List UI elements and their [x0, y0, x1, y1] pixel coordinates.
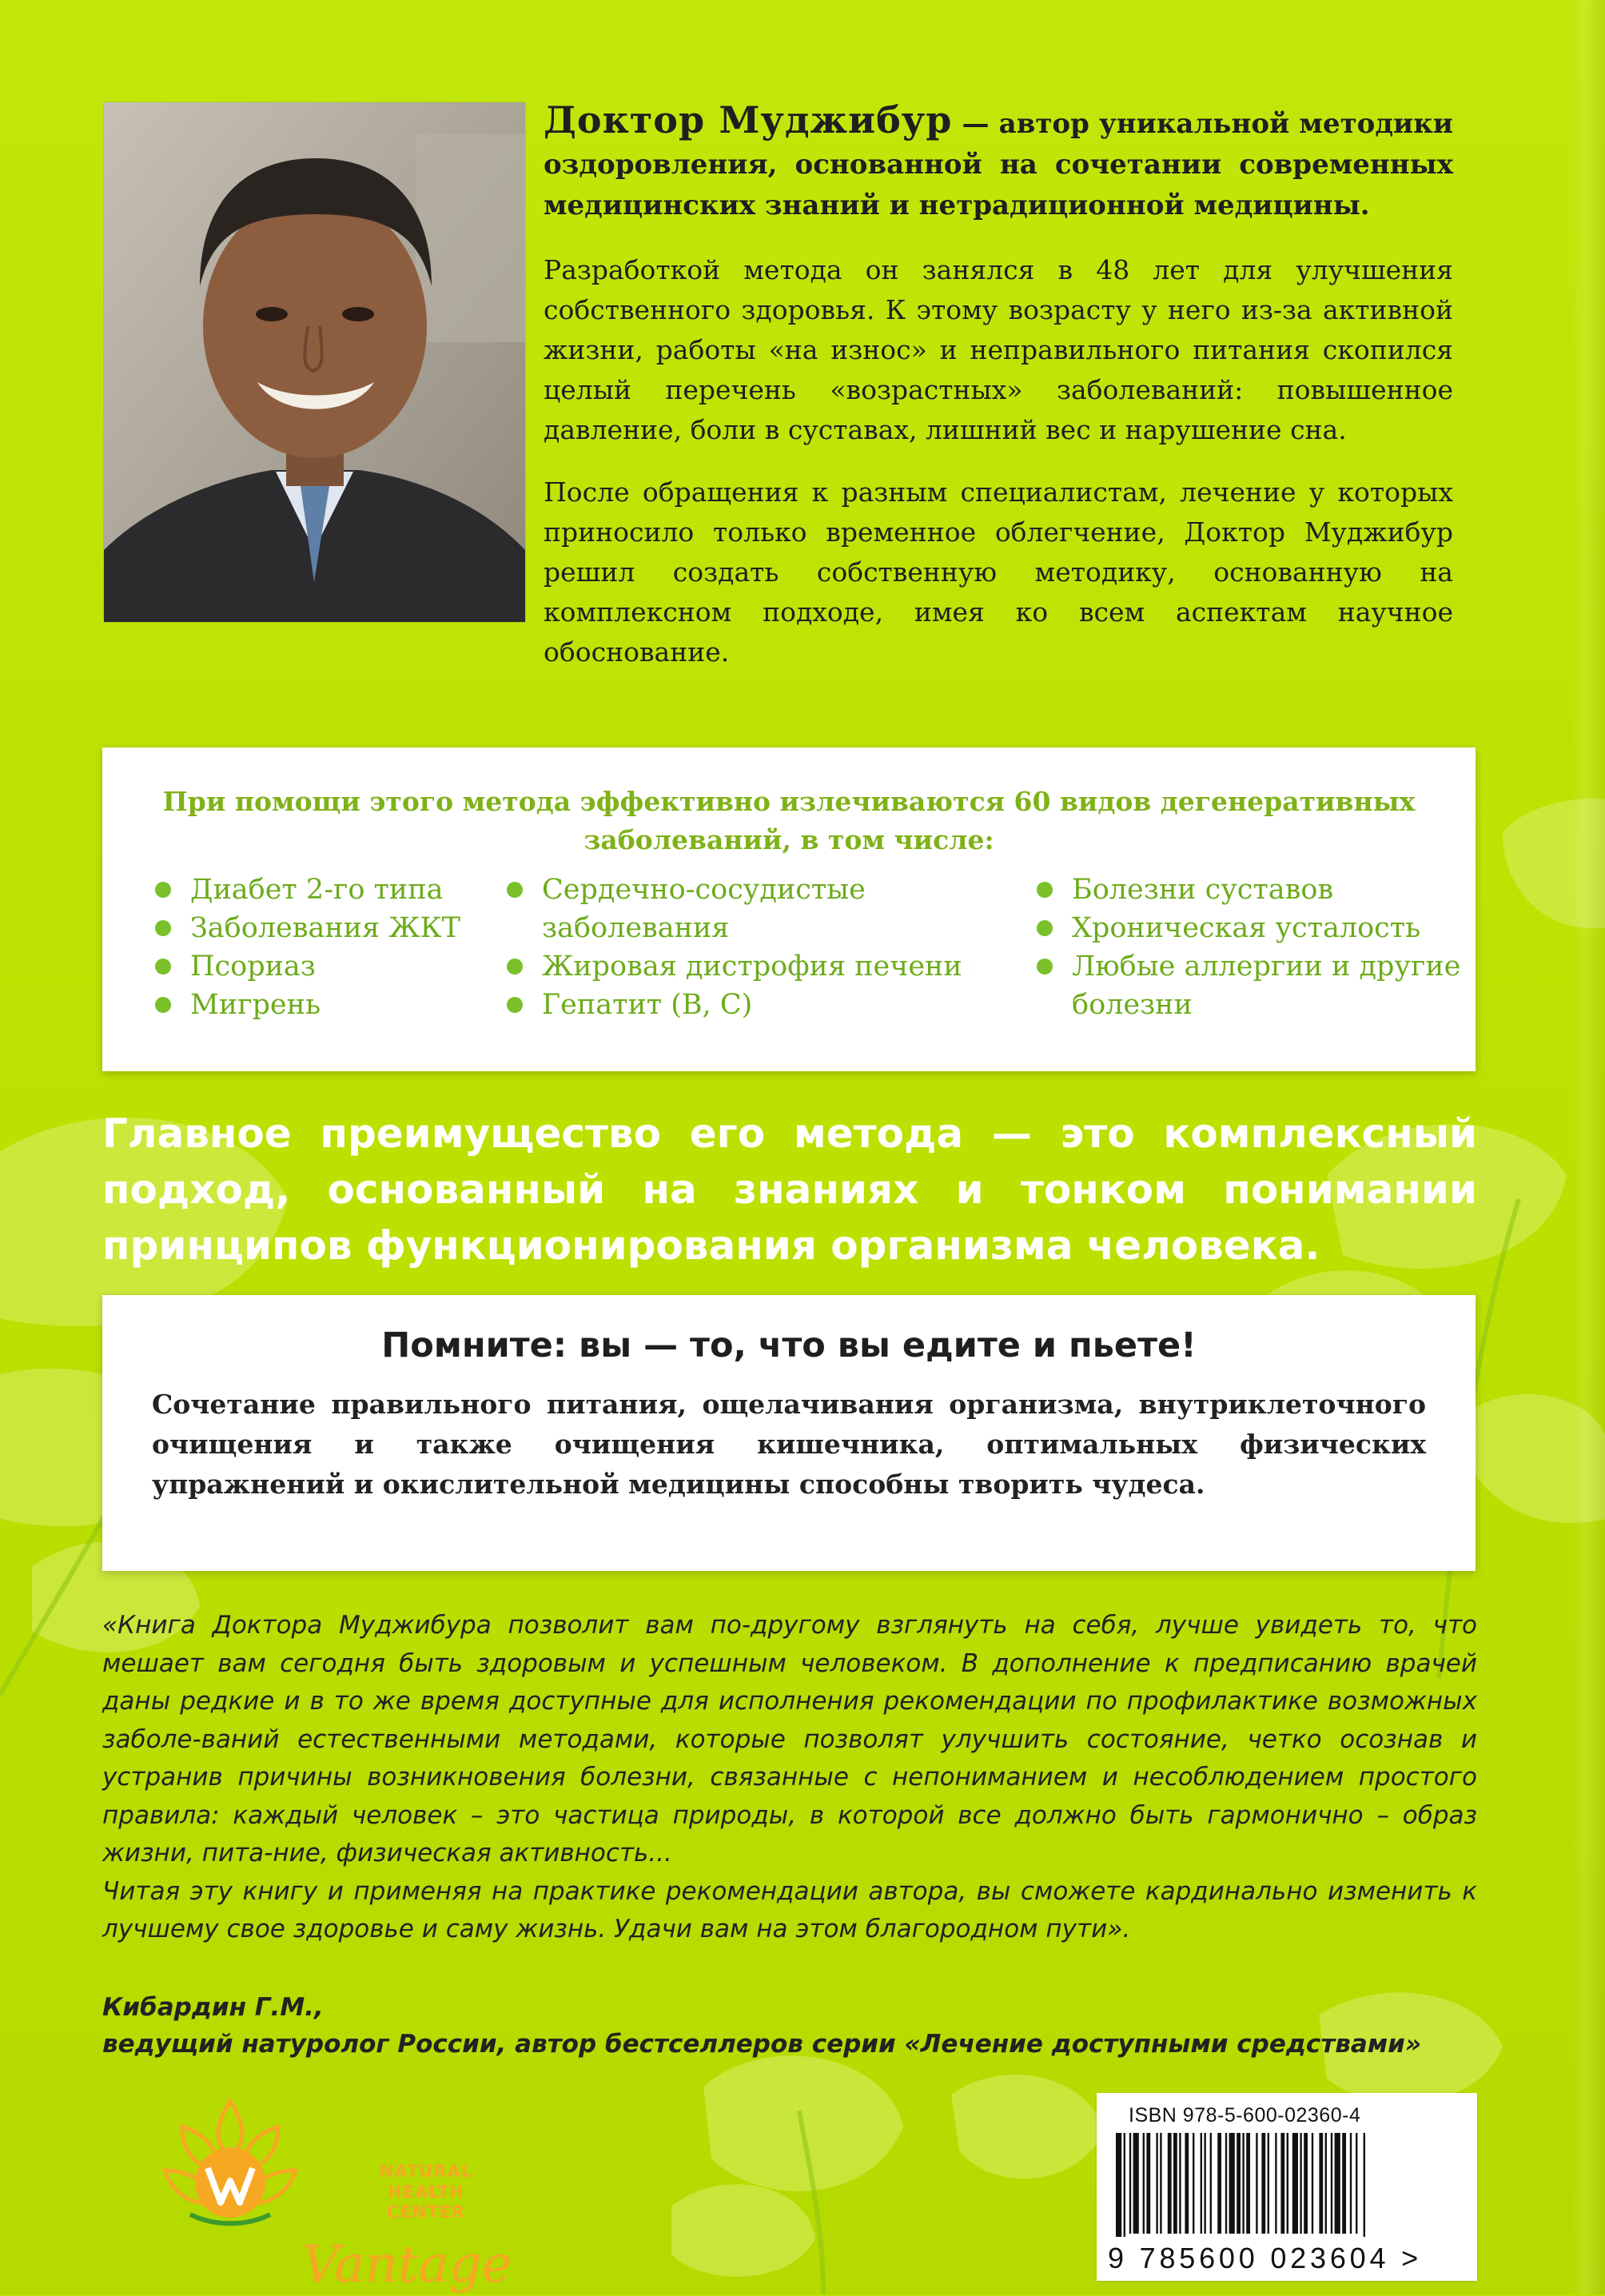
logo-line-1: NATURAL	[379, 2162, 473, 2181]
list-item: Гепатит (B, C)	[502, 986, 1014, 1024]
signature-role: ведущий натуролог России, автор бестселлеров серии «Лечение доступными средствами»	[102, 2030, 1422, 2059]
remember-text: Сочетание правильного питания, ощелачивания организма, внутриклеточного очищения и также очищения кишечника, оптимальных физических упражнений и окислительной медицины способны творить чудеса.	[152, 1389, 1426, 1500]
barcode-bar	[1217, 2133, 1221, 2234]
bullet-dot-icon	[507, 959, 523, 975]
quote-signature	[102, 1989, 1477, 2063]
list-item: Диабет 2-го типа	[150, 871, 510, 909]
barcode-digits: 9 785600 023604 >	[1108, 2242, 1422, 2274]
bullet-dot-icon	[507, 882, 523, 898]
barcode-bar	[1246, 2133, 1250, 2234]
bio-lead	[544, 100, 1453, 226]
lotus-emblem-icon	[158, 2095, 302, 2230]
barcode-bar	[1124, 2133, 1125, 2237]
list-item: Мигрень	[150, 986, 510, 1024]
disease-list-column-3	[1032, 871, 1464, 1024]
author-name: Доктор Муджибур	[544, 98, 953, 142]
barcode-bar	[1185, 2133, 1189, 2234]
barcode-bar	[1237, 2133, 1241, 2234]
barcode-bar	[1335, 2133, 1340, 2234]
barcode-bar	[1331, 2133, 1332, 2234]
barcode-bar	[1201, 2133, 1202, 2234]
barcode-bar	[1268, 2133, 1269, 2234]
author-bio	[544, 100, 1453, 695]
bullet-dot-icon	[155, 882, 171, 898]
logo-wordmark: Vantage	[302, 2235, 512, 2294]
isbn-barcode-box	[1097, 2093, 1477, 2281]
barcode-bar	[1160, 2133, 1161, 2234]
signature-name: Кибардин Г.М.,	[102, 1993, 324, 2022]
bio-lead-rest: — автор уникальной методики оздоровления, основанной на сочетании современных медицинских знаний и нетрадиционной медицины.	[544, 108, 1453, 221]
barcode-graphic	[1113, 2133, 1464, 2237]
author-portrait	[104, 102, 525, 622]
remember-box	[102, 1295, 1476, 1571]
diseases-box	[102, 747, 1476, 1071]
barcode-bar	[1261, 2133, 1265, 2234]
list-item: Заболевания ЖКТ	[150, 909, 510, 947]
quote-paragraph-1: «Книга Доктора Муджибура позволит вам по-другому взглянуть на себя, лучше увидеть то, что мешает вам сегодня быть здоровым и успешным человеком. В дополнение к предписанию врачей даны редкие и в то же время доступные для исполнения рекомендации по профилактике возможных заболе-ваний естественными методами, которые позволят улучшить состояние, четко осознав и устранив причины возникновения болезни, связанные с непониманием и несоблюдением простого правила: каждый человек – это частица природы, в которой все должно быть гармонично – образ жизни, пита-ние, физическая активность...	[102, 1611, 1477, 1867]
barcode-bar	[1287, 2133, 1288, 2234]
barcode-bar	[1116, 2133, 1121, 2237]
bio-paragraph-2: После обращения к разным специалистам, лечение у которых приносило только временное облегчение, Доктор Муджибур решил создать собственную методику, основанную на комплексном подходе, имея ко всем аспектам научное обоснование.	[544, 476, 1453, 668]
list-item: Любые аллергии и другие болезни	[1032, 947, 1464, 1024]
barcode-bar	[1204, 2133, 1205, 2234]
barcode-bar	[1133, 2133, 1139, 2234]
barcode-bar	[1193, 2133, 1194, 2234]
list-item: Болезни суставов	[1032, 871, 1464, 909]
remember-title: Помните: вы — то, что вы едите и пьете!	[381, 1325, 1197, 1365]
vantage-logo	[158, 2095, 512, 2294]
barcode-bar	[1325, 2133, 1327, 2234]
advantage-statement: Главное преимущество его метода — это комплексный подход, основанный на знаниях и тонком понимании принципов функционирования организма человека.	[102, 1110, 1477, 1269]
diseases-intro: При помощи этого метода эффективно излечиваются 60 видов дегенеративных заболеваний, в том числе:	[162, 786, 1416, 855]
barcode-bar	[1179, 2133, 1181, 2234]
barcode-bar	[1129, 2133, 1131, 2234]
barcode-bar	[1275, 2133, 1276, 2234]
barcode-bar	[1319, 2133, 1323, 2234]
barcode-bar	[1280, 2133, 1284, 2234]
barcode-bar	[1364, 2133, 1365, 2237]
barcode-bar	[1146, 2133, 1150, 2234]
barcode-bar	[1300, 2133, 1301, 2234]
bullet-dot-icon	[155, 920, 171, 936]
barcode-bar	[1256, 2133, 1257, 2234]
bullet-dot-icon	[507, 997, 523, 1013]
list-item: Жировая дистрофия печени	[502, 947, 1014, 986]
disease-list-column-1	[150, 871, 510, 1024]
spine-edge	[1571, 0, 1605, 2294]
barcode-bar	[1156, 2133, 1157, 2234]
barcode-bar	[1292, 2133, 1298, 2234]
isbn-label: ISBN 978-5-600-02360-4	[1129, 2104, 1361, 2127]
barcode-bar	[1225, 2133, 1227, 2234]
bullet-dot-icon	[155, 997, 171, 1013]
bullet-dot-icon	[1037, 882, 1053, 898]
barcode-bar	[1168, 2133, 1172, 2234]
bio-paragraph-1: Разработкой метода он занялся в 48 лет для улучшения собственного здоровья. К этому возрасту у него из-за активной жизни, работы «на износ» и неправильного питания скопился целый перечень «возрастных» заболеваний: повышенное давление, боли в суставах, лишний вес и нарушение сна.	[544, 254, 1453, 445]
logo-line-2: HEALTH CENTER	[386, 2182, 466, 2222]
barcode-bar	[1356, 2133, 1357, 2234]
list-item: Сердечно-сосудистые заболевания	[502, 871, 1014, 947]
barcode-bar	[1350, 2133, 1352, 2234]
bullet-dot-icon	[1037, 959, 1053, 975]
bullet-dot-icon	[155, 959, 171, 975]
barcode-bar	[1242, 2133, 1244, 2234]
list-item: Псориаз	[150, 947, 510, 986]
disease-list-column-2	[502, 871, 1014, 1024]
barcode-bar	[1342, 2133, 1346, 2234]
barcode-bar	[1210, 2133, 1212, 2234]
list-item: Хроническая усталость	[1032, 909, 1464, 947]
barcode-bar	[1304, 2133, 1308, 2234]
quote-paragraph-2: Читая эту книгу и применяя на практике рекомендации автора, вы сможете кардинально изменить к лучшему свое здоровье и саму жизнь. Удачи вам на этом благородном пути».	[102, 1876, 1477, 1943]
barcode-bar	[1312, 2133, 1313, 2234]
bullet-dot-icon	[1037, 920, 1053, 936]
barcode-bar	[1173, 2133, 1177, 2234]
barcode-bar	[1229, 2133, 1235, 2234]
review-quote	[102, 1607, 1477, 1949]
barcode-bar	[1143, 2133, 1145, 2234]
